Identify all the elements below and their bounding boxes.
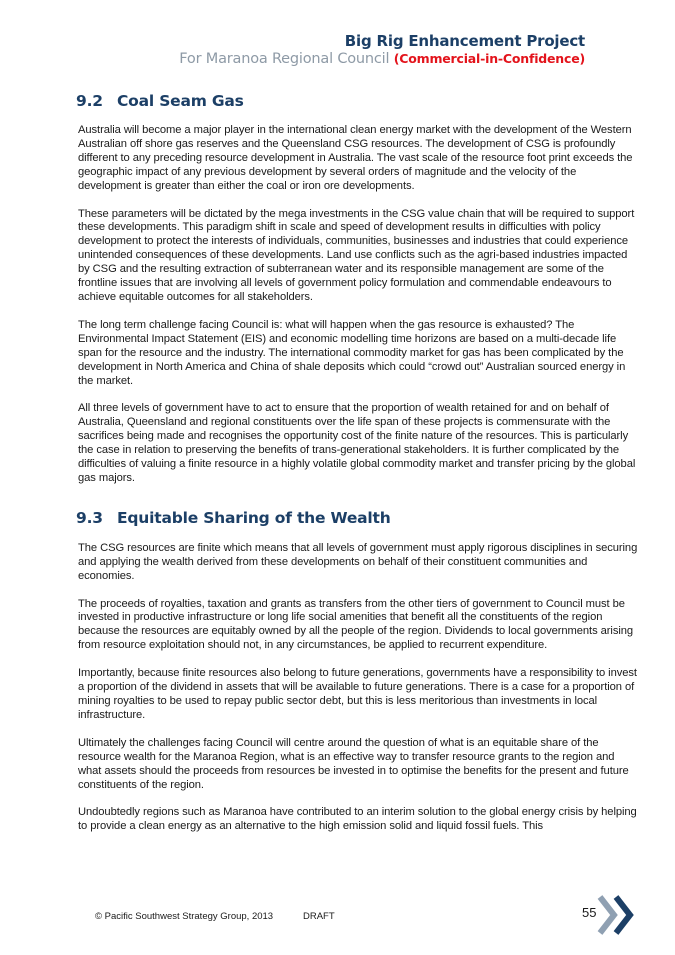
page-number: 55 xyxy=(582,905,597,920)
paragraph: Ultimately the challenges facing Council will centre around the question of what is an equitable share of the resource wealth for the Maranoa Region, what is an effective way to transfer resource grants to the region and what assets should the proceeds from resources be invested in to optimise the benefits for the present and future constituents of the region. xyxy=(78,736,629,791)
project-title: Big Rig Enhancement Project xyxy=(344,32,585,50)
paragraph: Australia will become a major player in the international clean energy market with the development of the Western Australian off shore gas reserves and the Queensland CSG resources. The development of CSG is profoundly different to any preceding resource development in Australia. The vast scale of the resource foot print exceeds the geographic impact of any previous development by several orders of magnitude and the velocity of the development is greater than either the coal or iron ore developments. xyxy=(78,124,633,192)
page-header xyxy=(179,32,585,68)
paragraph: Undoubtedly regions such as Maranoa have contributed to an interim solution to the global energy crisis by helping to provide a clean energy as an alternative to the high emission solid and liquid fossil fuels. This xyxy=(78,806,637,833)
section-heading-coal-seam-gas xyxy=(76,90,636,112)
paragraph: The CSG resources are finite which means that all levels of government must apply rigorous disciplines in securing and applying the wealth derived from these developments on behalf of their constituent communities and economies. xyxy=(78,541,638,582)
paragraph: Importantly, because finite resources also belong to future generations, governments have a responsibility to invest a proportion of the dividend in assets that will be available to future generations. There is a case for a proportion of mining royalties to be used to repay public sector debt, but this is less meritorious than investments in local infrastructure. xyxy=(78,667,637,721)
paragraph: All three levels of government have to act to ensure that the proportion of wealth retained for and on behalf of Australia, Queensland and regional constituents over the life span of these projects is commensurate with the sacrifices being made and recognises the opportunity cost of the finite nature of the resources. This is particularly the case in relation to preserving the benefits of trans-generational stakeholders. It is further complicated by the difficulties of valuing a finite resource in a highly volatile global commodity market and transfer pricing by the global gas majors. xyxy=(78,402,636,484)
document-body xyxy=(78,90,638,834)
copyright-notice: © Pacific Southwest Strategy Group, 2013 xyxy=(95,911,274,922)
section-title: Equitable Sharing of the Wealth xyxy=(117,508,391,527)
double-chevron-right-icon xyxy=(596,893,636,937)
paragraph: These parameters will be dictated by the mega investments in the CSG value chain that will be required to support these developments. This paradigm shift in scale and speed of development results in difficulties with policy development to protect the interests of individuals, communities, businesses and industries that could experience unintended consequences of these developments. Land use conflicts such as the agri-based industries impacted by CSG and the resulting extraction of subterranean water and its responsible management are some of the frontline issues that are involving all levels of government policy formulation and commendable endeavours to achieve equitable outcomes for all stakeholders. xyxy=(78,207,635,303)
client-subtitle xyxy=(179,50,585,68)
section-title: Coal Seam Gas xyxy=(117,92,244,110)
page-footer xyxy=(95,911,335,922)
section-heading-equitable-sharing xyxy=(76,507,636,529)
client-name: For Maranoa Regional Council xyxy=(179,51,390,67)
section-number: 9.2 xyxy=(76,92,103,110)
paragraph: The long term challenge facing Council is: what will happen when the gas resource is exhausted? The Environmental Impact Statement (EIS) and economic modelling time horizons are based on a multi-decade life span for the resource and the industry. The international commodity market for gas has been complicated by the development in North America and China of shale deposits which could “crowd out” Australian sourced energy in the market. xyxy=(78,318,626,387)
paragraph: The proceeds of royalties, taxation and grants as transfers from the other tiers of government to Council must be invested in productive infrastructure or long life social amenities that benefit all the constituents of the region because the resources are equitably owned by all the people of the region. Dividends to local governments arising from resource exploitation should not, in any circumstances, be applied to recurrent expenditure. xyxy=(78,597,634,652)
draft-label: DRAFT xyxy=(303,911,335,922)
section-number: 9.3 xyxy=(76,508,103,527)
confidentiality-label: (Commercial-in-Confidence) xyxy=(393,51,585,66)
